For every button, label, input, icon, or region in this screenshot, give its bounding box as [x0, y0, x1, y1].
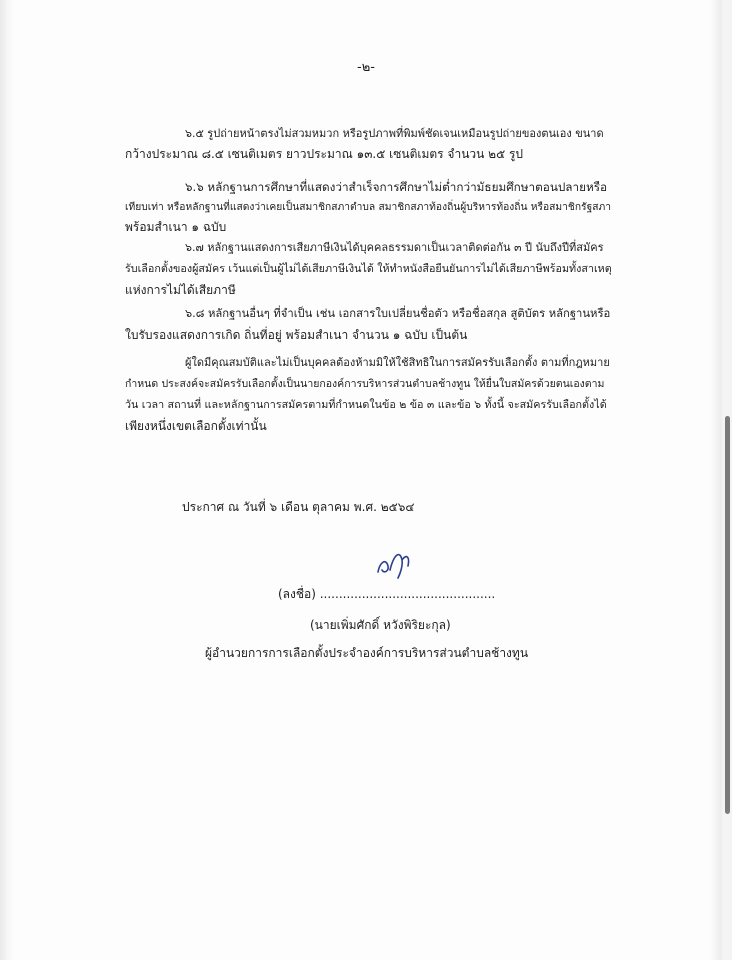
- item-6-7-line-2: รับเลือกตั้งของผู้สมัคร เว้นแต่เป็นผู้ไม่ได้เสียภาษีเงินได้ ให้ทำหนังสือยืนยันการไม่ได้เสียภาษีพร้อมทั้งสาเหตุ: [125, 262, 612, 275]
- vertical-scrollbar-thumb[interactable]: [725, 416, 730, 814]
- announcement-date: ประกาศ ณ วันที่ ๖ เดือน ตุลาคม พ.ศ. ๒๕๖๔: [182, 500, 415, 514]
- signature-line: (ลงชื่อ) ..............................................: [278, 587, 496, 601]
- item-6-7-line-3: แห่งการไม่ได้เสียภาษี: [125, 283, 236, 297]
- signatory-name: (นายเพิ่มศักดิ์ หวังพิริยะกุล): [310, 618, 451, 632]
- signatory-position: ผู้อำนวยการการเลือกตั้งประจำองค์การบริหารส่วนตำบลช้างทูน: [205, 646, 529, 660]
- closing-line-2: กำหนด ประสงค์จะสมัครรับเลือกตั้งเป็นนายกองค์การบริหารส่วนตำบลช้างทูน ให้ยื่นใบสมัครด้วยตนเองตาม: [125, 378, 605, 390]
- item-6-5-line-2: กว้างประมาณ ๘.๕ เซนติเมตร ยาวประมาณ ๑๓.๕ เซนติเมตร จำนวน ๒๕ รูป: [125, 147, 524, 161]
- item-6-6-line-1: ๖.๖ หลักฐานการศึกษาที่แสดงว่าสำเร็จการศึกษาไม่ต่ำกว่ามัธยมศึกษาตอนปลายหรือ: [185, 180, 608, 194]
- page-number: -๒-: [357, 60, 375, 75]
- item-6-8-line-1: ๖.๘ หลักฐานอื่นๆ ที่จำเป็น เช่น เอกสารใบเปลี่ยนชื่อตัว หรือชื่อสกุล สูติบัตร หลักฐานหรือ: [185, 307, 611, 320]
- item-6-5-line-1: ๖.๕ รูปถ่ายหน้าตรงไม่สวมหมวก หรือรูปภาพที่พิมพ์ชัดเจนเหมือนรูปถ่ายของตนเอง ขนาด: [185, 127, 604, 140]
- item-6-6-line-2: เทียบเท่า หรือหลักฐานที่แสดงว่าเคยเป็นสมาชิกสภาตำบล สมาชิกสภาท้องถิ่นผู้บริหารท้องถิ่น หรือสมาชิกรัฐสภา: [125, 201, 611, 213]
- closing-line-1: ผู้ใดมีคุณสมบัติและไม่เป็นบุคคลต้องห้ามมิให้ใช้สิทธิในการสมัครรับเลือกตั้ง ตามที่กฎหมาย: [185, 356, 610, 369]
- item-6-6-line-3: พร้อมสำเนา ๑ ฉบับ: [125, 220, 227, 234]
- item-6-8-line-2: ใบรับรองแสดงการเกิด ถิ่นที่อยู่ พร้อมสำเนา จำนวน ๑ ฉบับ เป็นต้น: [125, 328, 468, 342]
- item-6-7-line-1: ๖.๗ หลักฐานแสดงการเสียภาษีเงินได้บุคคลธรรมดาเป็นเวลาติดต่อกัน ๓ ปี นับถึงปีที่สมัคร: [185, 241, 604, 254]
- closing-line-3: วัน เวลา สถานที่ และหลักฐานการสมัครตามที่กำหนดในข้อ ๒ ข้อ ๓ และข้อ ๖ ทั้งนี้ จะสมัครรับเลือกตั้งได้: [125, 398, 607, 411]
- page-shadow-left: [0, 0, 14, 960]
- closing-line-4: เพียงหนึ่งเขตเลือกตั้งเท่านั้น: [125, 419, 267, 433]
- page-shadow-right: [710, 0, 722, 960]
- handwritten-signature: [372, 544, 416, 584]
